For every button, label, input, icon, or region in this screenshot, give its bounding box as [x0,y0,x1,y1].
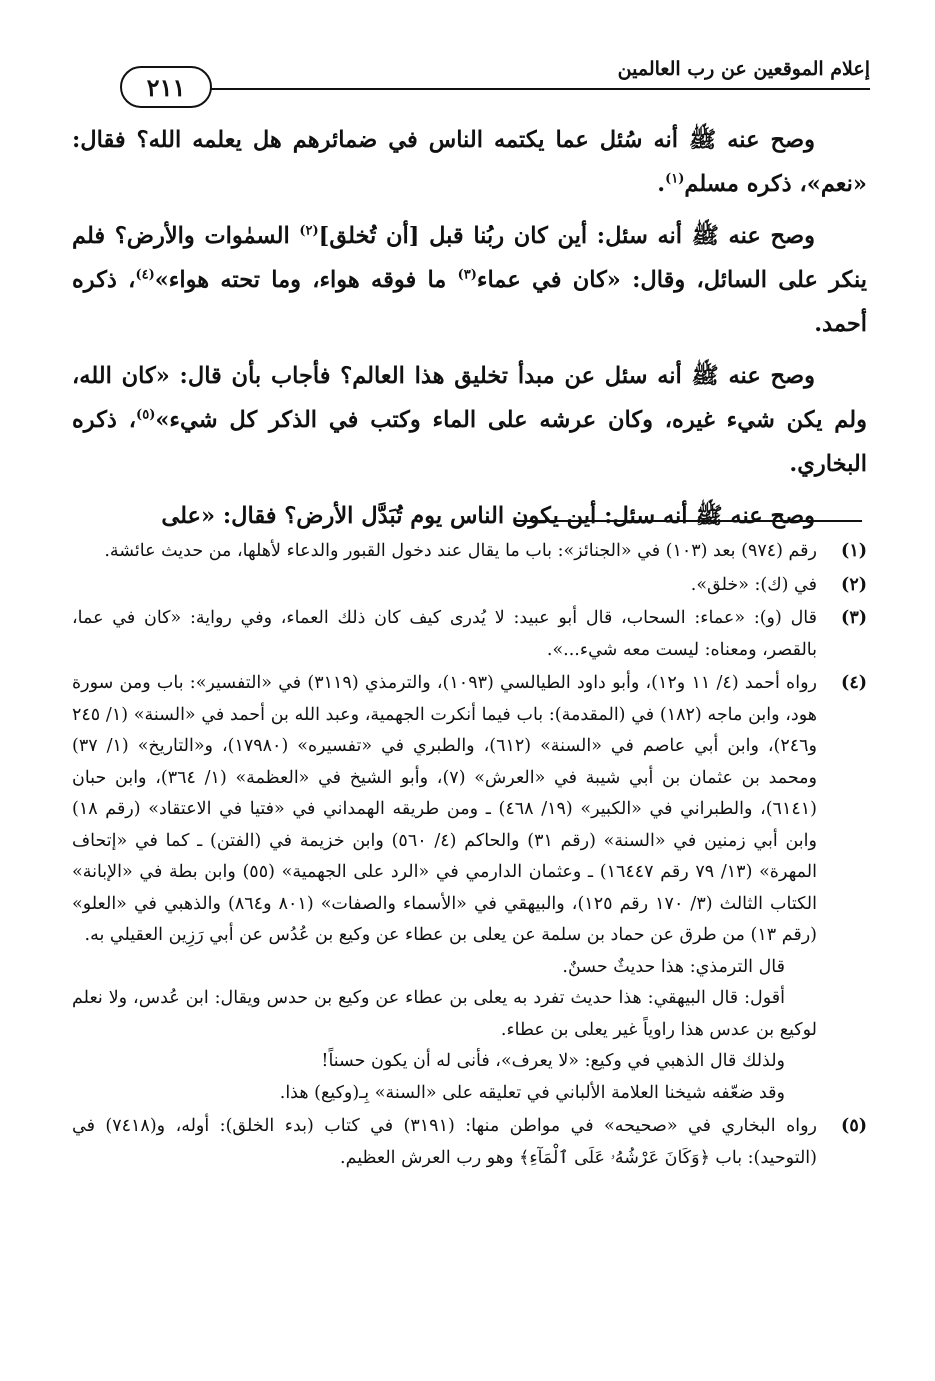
footnote-text: رواه البخاري في «صحيحه» في مواطن منها: (٣١٩١) في كتاب (بدء الخلق): أوله، و(٧٤١٨) في (التوحيد): باب ﴿وَكَانَ عَرْشُهُۥ عَلَى ٱلْمَآءِ﴾ وهو رب العرش العظيم. [72,1116,818,1168]
main-text [72,118,867,546]
footnote-comment: أقول: قال البيهقي: هذا حديث تفرد به يعلى بن عطاء عن وكيع بن حدس ويقال: ابن عُدس، ولا نعلم لوكيع بن عدس هذا راوياً غير يعلى بن عطاء. [72,988,817,1040]
paragraph-4: وصح عنه ﷺ أنه سئل: أين يكون الناس يوم تُبَدَّل الأرض؟ فقال: «على [161,503,815,529]
footnote-number: (٤) [841,673,867,693]
paragraph-2: وصح عنه ﷺ أنه سئل: أين كان ربُنا قبل [أن تُخلق]$^{(٢)}$ السمٰوات والأرض؟ فلم ينكر على السائل، وقال: «كان في عماء$^{(٣)}$ ما فوقه هواء، وما تحته هواء»$^{(٤)}$، ذكره أحمد. [72,223,868,337]
footnote-number: (١) [841,541,867,561]
footnote-1 [72,536,867,568]
footnote-text: رواه أحمد (٤/ ١١ و١٢)، وأبو داود الطيالسي (١٠٩٣)، والترمذي (٣١١٩) في «التفسير»: باب ومن سورة هود، وابن ماجه (١٨٢) في (المقدمة): باب فيما أنكرت الجهمية، وعبد الله بن أحمد في «السنة» (١/ ٢٤٥ و٢٤٦)، وابن أبي عاصم في «السنة» (٦١٢)، والطبري في «تفسيره» (١٧٩٨٠)، و«التاريخ» (١/ ٣٧) ومحمد بن عثمان بن أبي شيبة في «العرش» (٧)، وأبو الشيخ في «العظمة» (١/ ٣٦٤)، وابن حبان (٦١٤١)، والطبراني في «الكبير» (١٩/ ٤٦٨) ـ ومن طريقه الهمداني في «فتيا في الاعتقاد» (رقم ١٨) وابن أبي زمنين في «السنة» (رقم ٣١) والحاكم (٤/ ٥٦٠) وابن خزيمة في (الفتن) ـ كما في «إتحاف المهرة» (١٣/ ٧٩ رقم ١٦٤٤٧) ـ وعثمان الدارمي في «الرد على الجهمية» (٥٥) وابن بطة في «الإبانة» الكتاب الثالث (٣/ ١٧٠ رقم ١٢٥)، والبيهقي في «الأسماء والصفات» (٨٠١ و٨٦٤) والذهبي في «العلو» (رقم ١٣) من طرق عن حماد بن سلمة عن يعلى بن عطاء عن وكيع بن عُدُس عن أبي رَزِين العقيلي به. [72,673,818,945]
header-rule [195,88,870,90]
footnote-ref[interactable]: (٥) [136,407,156,423]
footnote-4 [72,668,867,1109]
footnote-ref[interactable]: (٣) [457,267,477,283]
footnote-text: قال (و): «عماء: السحاب، قال أبو عبيد: لا يُدرى كيف كان ذلك العماء، وفي رواية: «كان في عما، بالقصر، ومعناه: ليست معه شيء...». [72,608,817,660]
footnote-5 [72,1111,867,1174]
footnote-3 [72,603,867,666]
footnote-text: في (ك): «خلق». [690,574,817,595]
page-number: ٢١١ [146,72,186,102]
footnote-number: (٣) [841,608,867,628]
footnote-comment: ولذلك قال الذهبي في وكيع: «لا يعرف»، فأنى له أن يكون حسناً! [321,1051,785,1071]
paragraph-3: وصح عنه ﷺ أنه سئل عن مبدأ تخليق هذا العالم؟ فأجاب بأن قال: «كان الله، ولم يكن شيء غيره، وكان عرشه على الماء وكتب في الذكر كل شيء»$^{(٥)}$، ذكره البخاري. [72,363,868,477]
footnote-text: رقم (٩٧٤) بعد (١٠٣) في «الجنائز»: باب ما يقال عند دخول القبور والدعاء لأهلها، من حديث عائشة. [104,541,817,561]
footnote-number: (٥) [841,1116,867,1136]
footnote-number: (٢) [841,574,867,595]
footnote-ref[interactable]: (٢) [299,223,319,239]
page-number-badge [120,66,212,108]
footnote-ref[interactable]: (١) [665,171,685,187]
running-title: إعلام الموقعين عن رب العالمين [617,58,870,80]
footnote-comment: قال الترمذي: هذا حديثٌ حسنٌ. [562,956,785,977]
footnote-separator [514,520,862,522]
footnote-comment: وقد ضعّفه شيخنا العلامة الألباني في تعليقه على «السنة» بِـ(وكيع) هذا. [279,1082,785,1103]
paragraph-1: وصح عنه ﷺ أنه سُئل عما يكتمه الناس في ضمائرهم هل يعلمه الله؟ فقال: «نعم»، ذكره مسلم$^{(١)}$. [72,127,867,197]
page-header [100,52,870,102]
footnote-ref[interactable]: (٤) [135,267,155,283]
footnote-2 [72,570,867,602]
footnotes [72,536,867,1176]
